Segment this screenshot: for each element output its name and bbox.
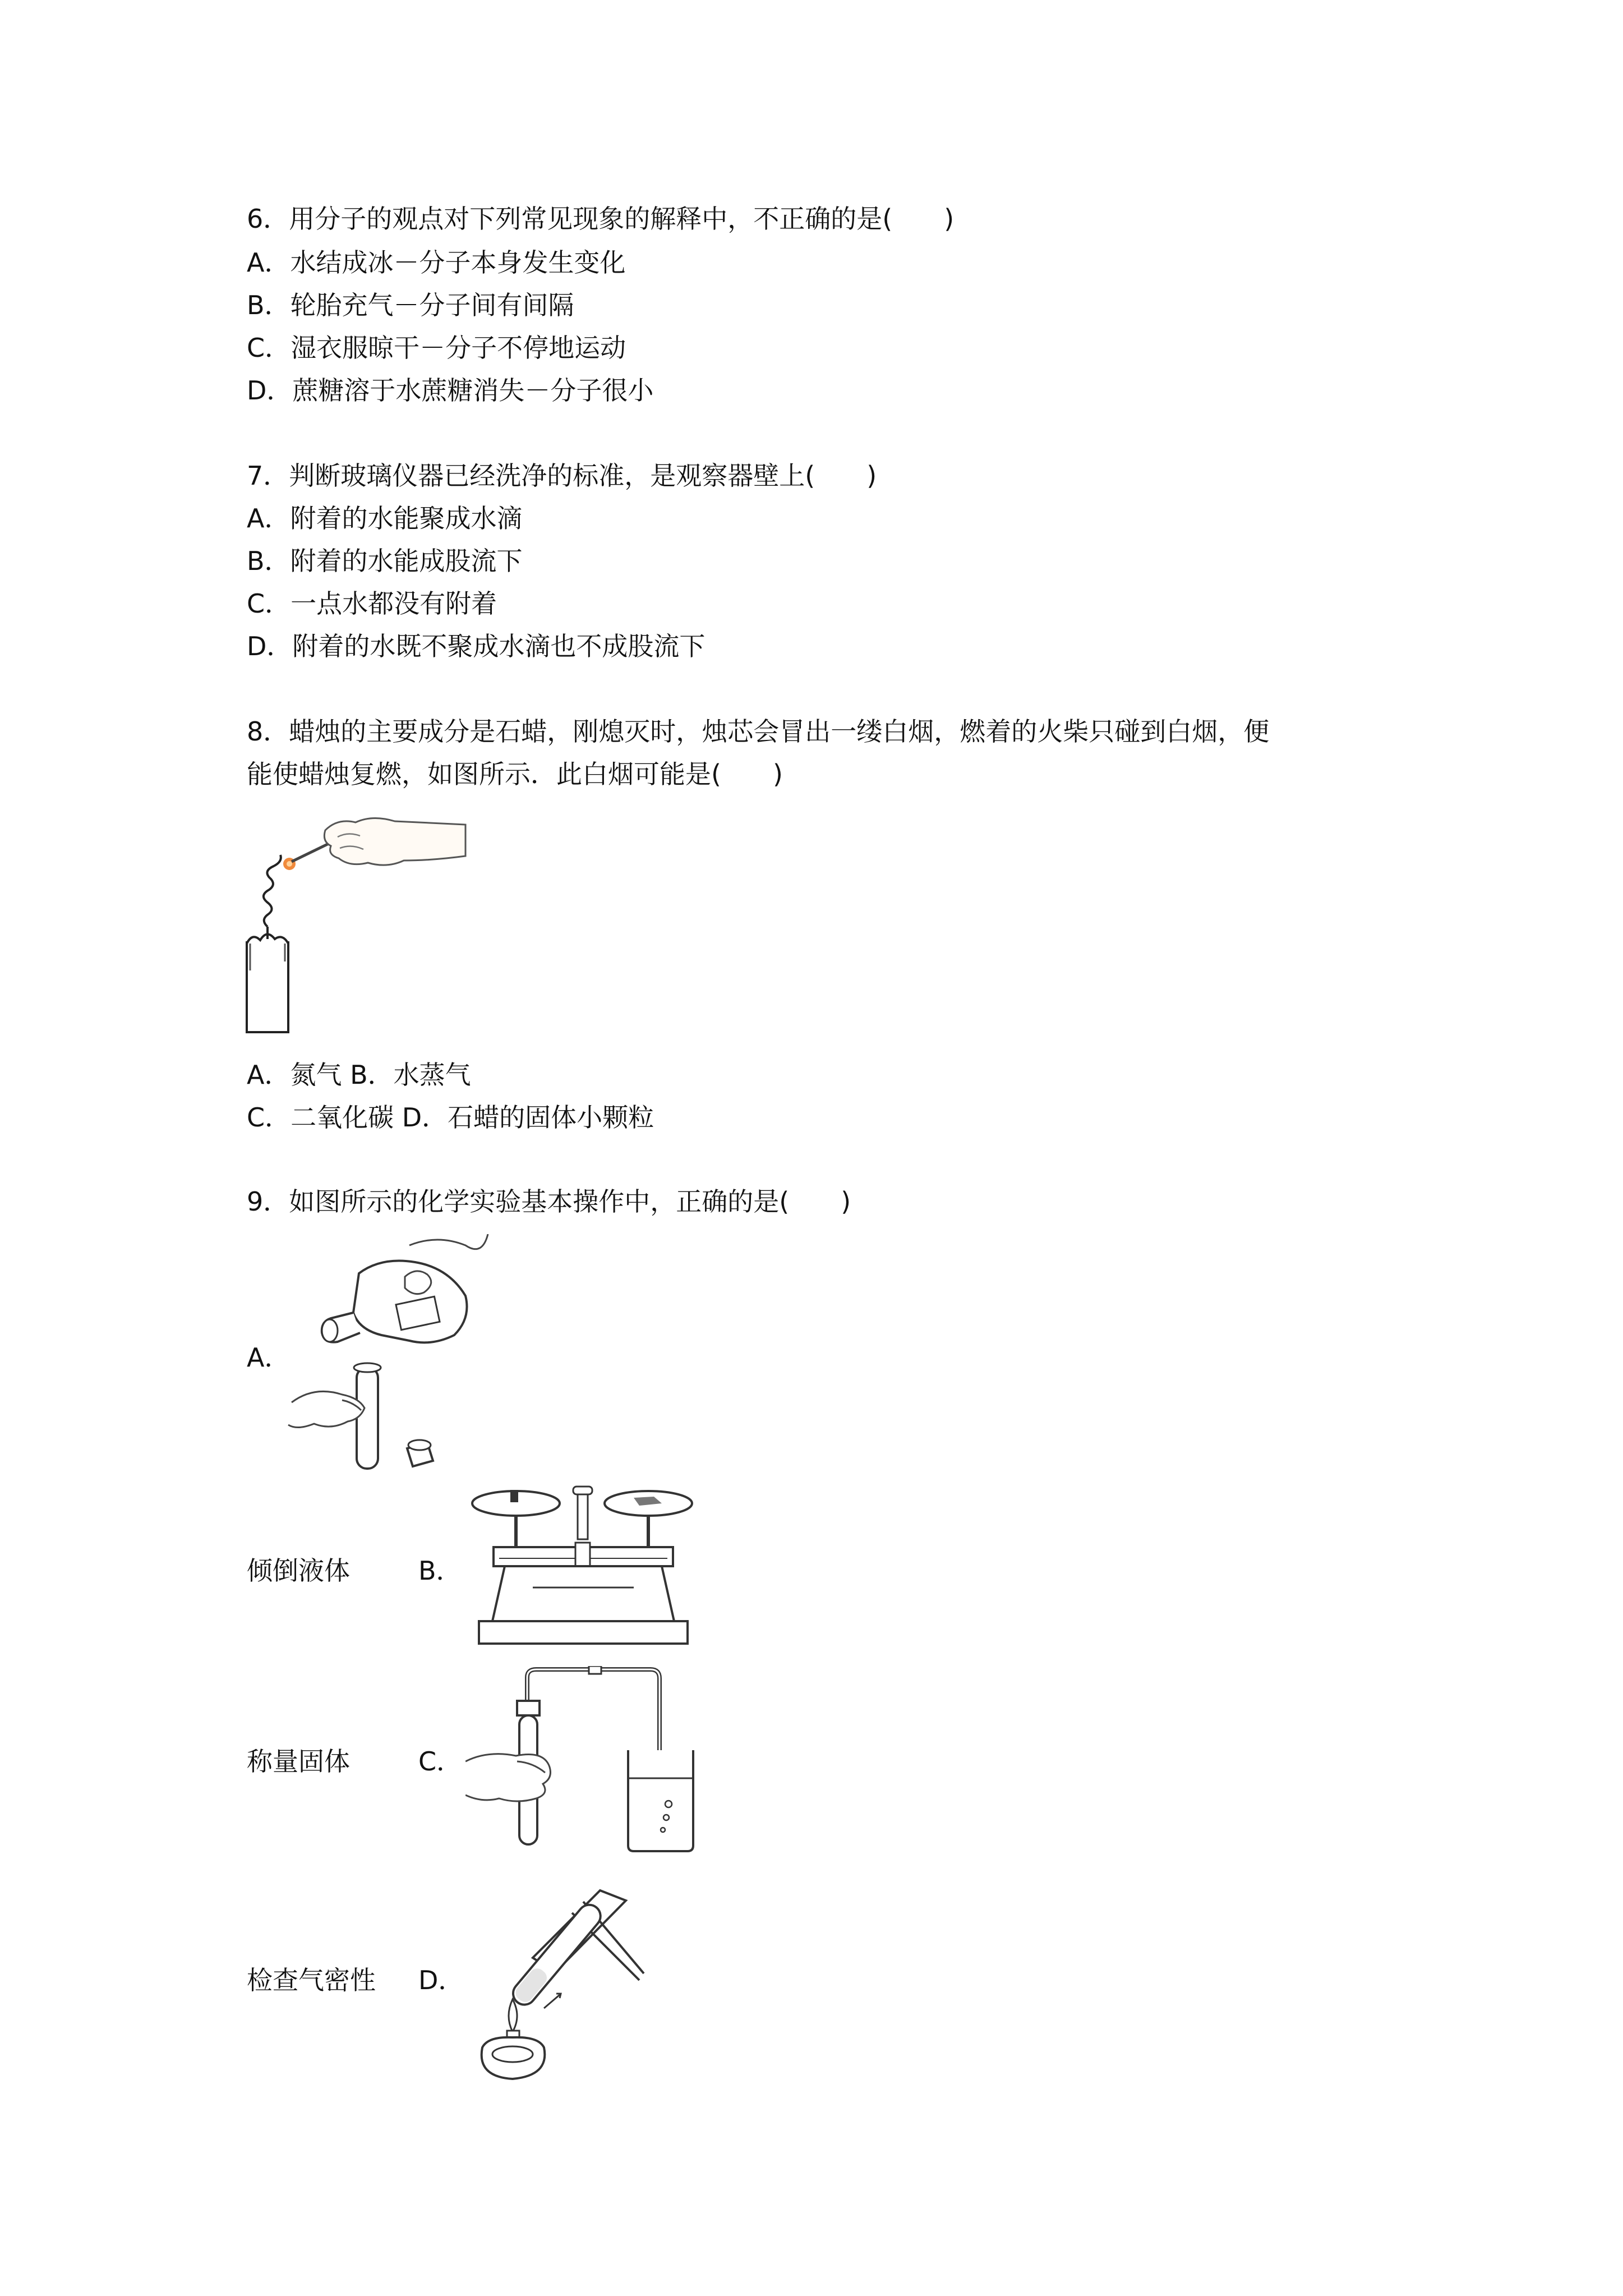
q9-option-a-caption: 倾倒液体 <box>247 1556 350 1586</box>
q8-stem-line1: 8．蜡烛的主要成分是石蜡，刚熄灭时，烛芯会冒出一缕白烟，燃着的火柴只碰到白烟，便 <box>247 716 1270 747</box>
q6-option-b: B．轮胎充气－分子间有间隔 <box>247 290 574 320</box>
candle-smoke-figure <box>236 802 471 1038</box>
q7-option-d: D．附着的水既不聚成水滴也不成股流下 <box>247 631 706 661</box>
heating-liquid-figure <box>465 1879 651 2087</box>
q7-option-a: A．附着的水能聚成水滴 <box>247 503 523 533</box>
q8-stem-line2: 能使蜡烛复燃，如图所示．此白烟可能是( ) <box>247 759 783 789</box>
balance-figure <box>465 1481 701 1655</box>
q9-option-b-label: B． <box>418 1556 462 1586</box>
q6-option-c: C．湿衣服晾干－分子不停地运动 <box>247 333 626 363</box>
q9-option-d-label: D． <box>418 1965 464 1995</box>
airtightness-check-figure <box>465 1666 701 1857</box>
pouring-liquid-figure <box>286 1234 499 1481</box>
q9-option-a-label: A． <box>247 1342 291 1373</box>
q8-options-line2: C．二氧化碳 D．石蜡的固体小颗粒 <box>247 1102 654 1133</box>
q9-option-b-caption: 称量固体 <box>247 1746 350 1777</box>
q6-stem: 6．用分子的观点对下列常见现象的解释中，不正确的是( ) <box>247 204 955 234</box>
q7-option-b: B．附着的水能成股流下 <box>247 546 523 576</box>
q9-option-c-caption: 检查气密性 <box>247 1965 376 1995</box>
q7-option-c: C．一点水都没有附着 <box>247 588 497 619</box>
q6-option-a: A．水结成冰－分子本身发生变化 <box>247 247 626 278</box>
q9-stem: 9．如图所示的化学实验基本操作中，正确的是( ) <box>247 1186 851 1217</box>
q8-options-line1: A．氮气 B．水蒸气 <box>247 1060 471 1090</box>
q7-stem: 7．判断玻璃仪器已经洗净的标准，是观察器壁上( ) <box>247 461 877 491</box>
q6-option-d: D．蔗糖溶于水蔗糖消失－分子很小 <box>247 375 654 406</box>
q9-option-c-label: C． <box>418 1746 463 1777</box>
